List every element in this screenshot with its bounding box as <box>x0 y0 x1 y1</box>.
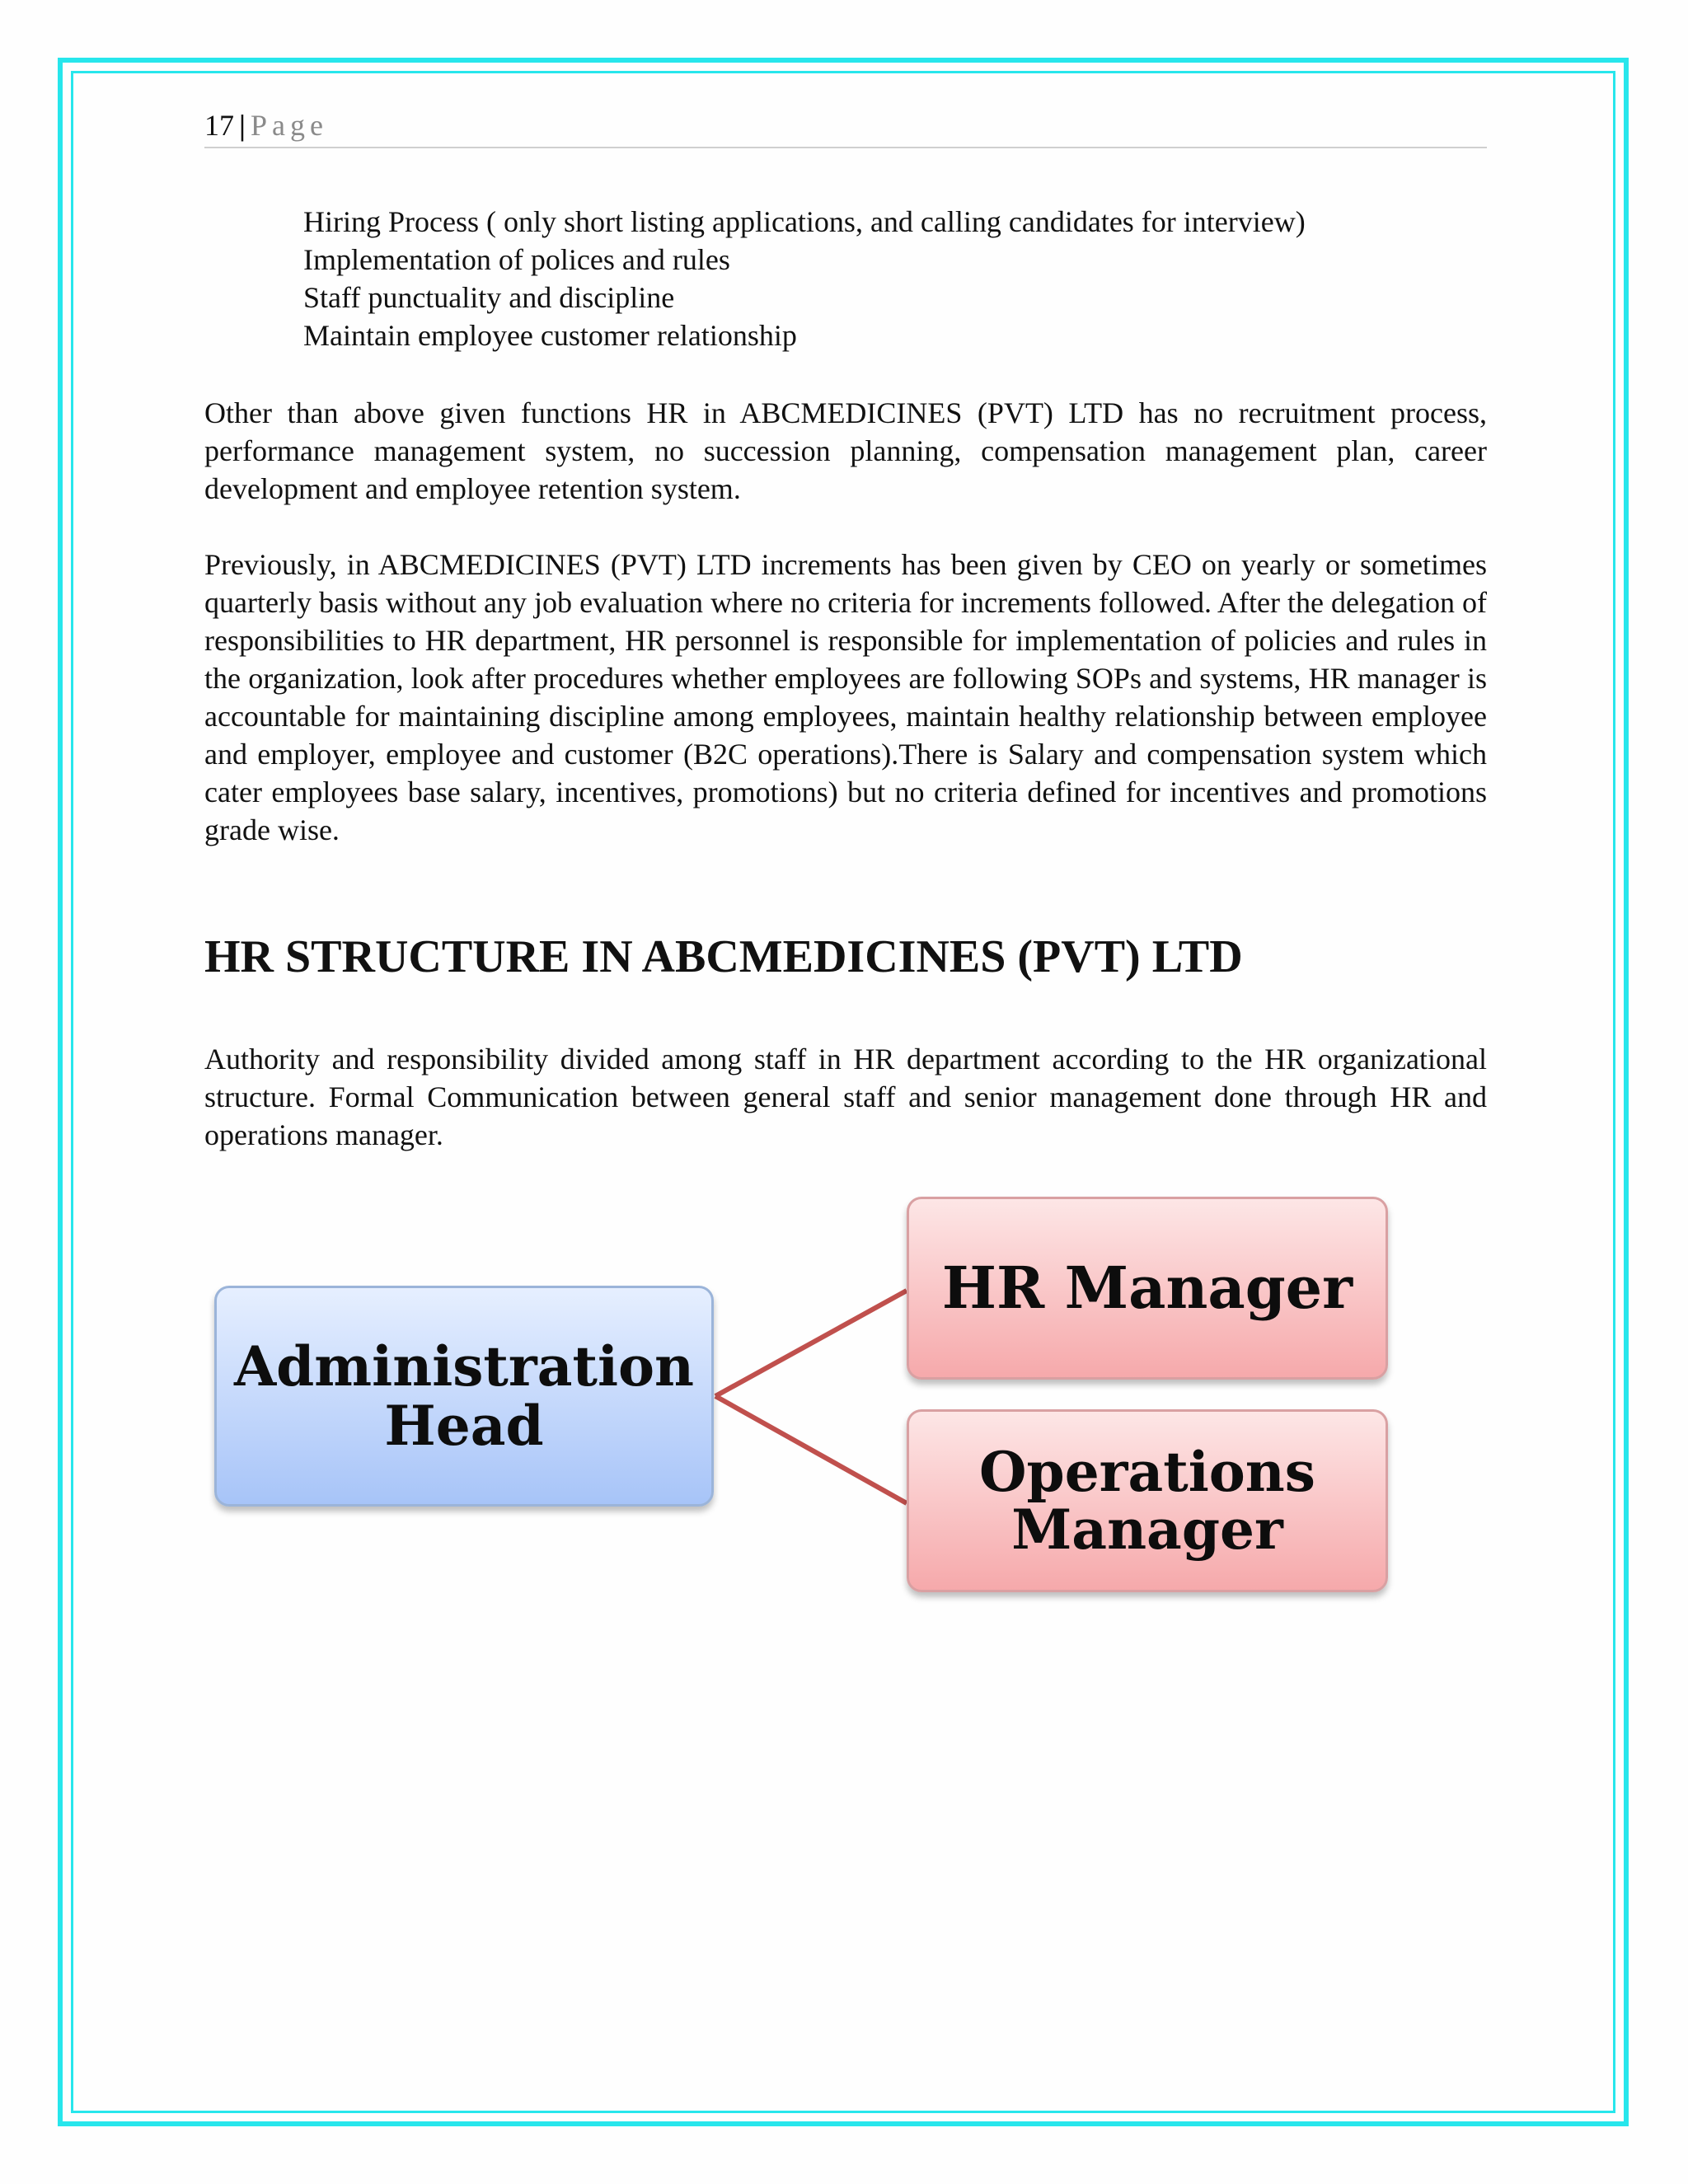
list-item: Staff punctuality and discipline <box>303 281 675 314</box>
node-administration-head <box>214 1286 714 1507</box>
page-number: 17 <box>204 109 234 142</box>
section-heading: HR STRUCTURE IN ABCMEDICINES (PVT) LTD <box>204 931 1243 982</box>
connector-hr <box>715 1291 907 1396</box>
node-ops-line1: Operations <box>979 1440 1315 1504</box>
hr-functions-list <box>303 203 1306 354</box>
org-chart <box>204 1187 1408 1615</box>
page-header <box>204 105 1487 148</box>
connector-ops <box>715 1396 907 1503</box>
paragraph-increments: Previously, in ABCMEDICINES (PVT) LTD increments has been given by CEO on yearly or sometimes quarterly basis without any job evaluation where no criteria for increments followed. After the delegation of responsibilities to HR department, HR personnel is responsible for implementation of policies and rules in the organization, look after procedures whether employees are following SOPs and systems, HR manager is accountable for maintaining discipline among employees, maintain healthy relationship between employee and employer, employee and customer (B2C operations).There is Salary and compensation system which cater employees base salary, incentives, promotions) but no criteria defined for incentives and promotions grade wise. <box>204 548 1487 846</box>
paragraph-authority: Authority and responsibility divided among staff in HR department according to the HR organizational structure. Formal Communication between general staff and senior management done through HR and operations manager. <box>204 1043 1487 1151</box>
node-admin-line2: Head <box>384 1394 544 1458</box>
node-ops-line2: Manager <box>1011 1497 1283 1562</box>
list-item: Maintain employee customer relationship <box>303 319 797 352</box>
page-word: Page <box>250 109 328 142</box>
list-item: Hiring Process ( only short listing applications, and calling candidates for interview) <box>303 205 1306 238</box>
node-admin-line1: Administration <box>233 1334 695 1399</box>
header-separator: | <box>239 109 246 142</box>
node-hr-label: HR Manager <box>941 1254 1353 1322</box>
paragraph-other-functions: Other than above given functions HR in ABCMEDICINES (PVT) LTD has no recruitment process, performance management system, no succession planning, compensation management plan, career development and employee retention system. <box>204 396 1487 505</box>
node-operations-manager <box>907 1409 1388 1592</box>
list-item: Implementation of polices and rules <box>303 243 730 276</box>
node-hr-manager <box>907 1197 1388 1380</box>
